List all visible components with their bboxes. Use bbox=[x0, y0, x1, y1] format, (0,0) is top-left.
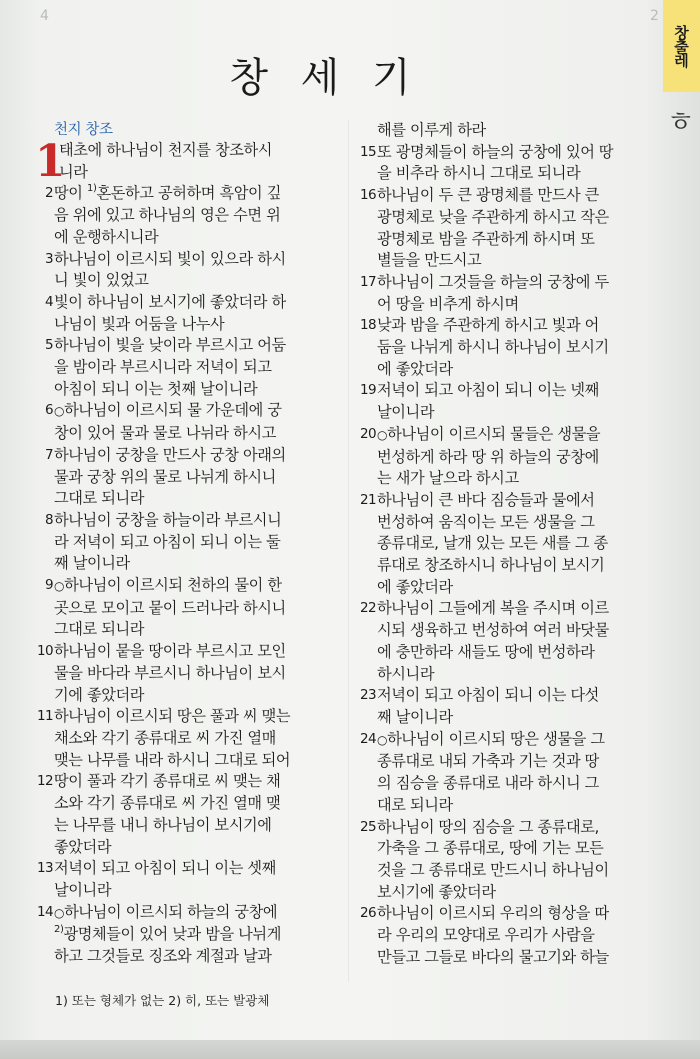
verse-line: 물과 궁창 위의 물로 나뉘게 하시니 bbox=[54, 467, 276, 486]
verse-number: 2 bbox=[45, 185, 53, 202]
verse bbox=[30, 575, 346, 641]
verse-line: 물을 바다라 부르시니 하나님이 보시 bbox=[54, 663, 286, 682]
verse-number: 17 bbox=[360, 273, 376, 290]
verse bbox=[353, 817, 657, 904]
verse bbox=[353, 729, 657, 817]
verse bbox=[353, 185, 657, 272]
verse bbox=[353, 903, 657, 968]
verse bbox=[353, 315, 657, 380]
verse-number: 15 bbox=[360, 143, 376, 160]
verse-line: 창이 있어 물과 물로 나뉘라 하시고 bbox=[54, 424, 276, 443]
verse-line: 는 나무를 내니 하나님이 보시기에 bbox=[54, 815, 272, 834]
verse-number: 26 bbox=[360, 905, 376, 922]
verse-number: 20 bbox=[360, 425, 376, 442]
verse bbox=[353, 685, 657, 728]
verse-line: 시되 생육하고 번성하여 여러 바닷물 bbox=[377, 621, 609, 640]
verse bbox=[30, 510, 346, 575]
verse-line: 곳으로 모이고 뭍이 드러나라 하시니 bbox=[54, 598, 286, 617]
verse-line: 째 날이니라 bbox=[377, 707, 453, 726]
verse bbox=[30, 292, 346, 335]
verse-line: 소와 각기 종류대로 씨 가진 열매 맺 bbox=[54, 794, 281, 813]
verse-line: 가축을 그 종류대로, 땅에 기는 모든 bbox=[377, 839, 604, 858]
verse-line: 저녁이 되고 아침이 되니 이는 셋째 bbox=[54, 859, 276, 878]
verse-number: 13 bbox=[37, 860, 53, 877]
verse-number: 12 bbox=[37, 773, 53, 790]
verse-line: 에 충만하라 새들도 땅에 번성하라 bbox=[377, 642, 595, 661]
verse-line: 니라 bbox=[59, 162, 88, 181]
verse-number: 21 bbox=[360, 491, 376, 508]
verse-line: 하나님이 이르시되 우리의 형상을 따 bbox=[377, 904, 609, 923]
bleed-through-left: 4 bbox=[40, 8, 49, 24]
verse-line: 날이니라 bbox=[54, 880, 112, 899]
verse-line: 아침이 되니 이는 첫째 날이니라 bbox=[54, 379, 258, 398]
page-bottom-edge bbox=[0, 1040, 700, 1059]
verse-line: 종류대로 내되 가축과 기는 것과 땅 bbox=[377, 752, 599, 771]
verse-number: 19 bbox=[360, 382, 376, 399]
verse-line: 하고 그것들로 징조와 계절과 날과 bbox=[54, 947, 272, 966]
verse-line: 별들을 만드시고 bbox=[377, 251, 482, 270]
verse-line: 에 좋았더라 bbox=[377, 577, 453, 596]
verse bbox=[353, 380, 657, 423]
verse-line: 맺는 나무를 내라 하시니 그대로 되어 bbox=[54, 750, 291, 769]
verse-line: 하나님이 땅의 짐승을 그 종류대로, bbox=[377, 817, 599, 836]
verse bbox=[353, 272, 657, 315]
verse-line: 땅이 $^{1)}$혼돈하고 공허하며 흑암이 깊 bbox=[54, 183, 281, 203]
verse-line: 하나님이 큰 바다 짐승들과 물에서 bbox=[377, 490, 595, 509]
verse-number: 6 bbox=[45, 402, 53, 419]
verse-number: 3 bbox=[45, 250, 53, 267]
paragraph-mark: ○ bbox=[377, 732, 388, 747]
verse-line: 빛이 하나님이 보시기에 좋았더라 하 bbox=[54, 292, 286, 311]
verse-number: 14 bbox=[37, 903, 53, 920]
verse-line: 하나님이 빛을 낮이라 부르시고 어둠 bbox=[54, 336, 286, 355]
verse-number: 25 bbox=[360, 818, 376, 835]
verse-line: 둠을 나뉘게 하시니 하나님이 보시기 bbox=[377, 338, 609, 357]
verse-number: 23 bbox=[360, 687, 376, 704]
verse-line: ○하나님이 이르시되 땅은 생물을 그 bbox=[377, 729, 605, 748]
verse bbox=[30, 706, 346, 771]
verse-line: 하나님이 두 큰 광명체를 만드사 큰 bbox=[377, 186, 599, 205]
verse-line: 태초에 하나님이 천지를 창조하시 bbox=[59, 141, 273, 159]
verse-line: 라 저녁이 되고 아침이 되니 이는 둘 bbox=[54, 532, 281, 551]
verse-line: 류대로 창조하시니 하나님이 보시기 bbox=[377, 556, 605, 575]
chapter-number: 1 bbox=[35, 136, 66, 187]
verse bbox=[30, 183, 346, 248]
verse-line: ○하나님이 이르시되 물 가운데에 궁 bbox=[54, 401, 282, 420]
column-divider bbox=[348, 120, 349, 982]
verse-number: 10 bbox=[37, 643, 53, 660]
book-index-tab[interactable]: 창출레 bbox=[663, 0, 700, 92]
verse-line: 의 짐승을 종류대로 내라 하시니 그 bbox=[377, 774, 599, 793]
verse-line: 하나님이 그것들을 하늘의 궁창에 두 bbox=[377, 272, 609, 291]
verse-line: 광명체로 밤을 주관하게 하시며 또 bbox=[377, 229, 595, 248]
verse-line: 그대로 되니라 bbox=[54, 489, 145, 508]
verse bbox=[30, 445, 346, 510]
verse-line: 하나님이 궁창을 만드사 궁창 아래의 bbox=[54, 445, 286, 464]
verse-number: 8 bbox=[45, 511, 53, 528]
verse-line: 해를 이루게 하라 bbox=[377, 121, 486, 139]
verse-line: 을 밤이라 부르시니라 저녁이 되고 bbox=[54, 358, 272, 377]
verse bbox=[30, 771, 346, 858]
verse-line: ○하나님이 이르시되 물들은 생물을 bbox=[377, 424, 601, 443]
verse-line: 번성하여 움직이는 모든 생물을 그 bbox=[377, 512, 595, 531]
verse-line: 을 비추라 하시니 그대로 되니라 bbox=[377, 164, 581, 183]
verse-line: 하나님이 그들에게 복을 주시며 이르 bbox=[377, 599, 609, 618]
verse-line: 번성하게 하라 땅 위 하늘의 궁창에 bbox=[377, 447, 599, 466]
verse bbox=[353, 142, 657, 185]
right-column bbox=[353, 120, 657, 968]
verse-line: 째 날이니라 bbox=[54, 554, 130, 573]
section-heading: 천지 창조 bbox=[54, 122, 113, 138]
verse-line: 는 새가 날으라 하시고 bbox=[377, 469, 519, 488]
verse-line: 날이니라 bbox=[377, 403, 435, 422]
verse-line: 하나님이 궁창을 하늘이라 부르시니 bbox=[54, 510, 282, 529]
verse bbox=[30, 335, 346, 400]
left-column bbox=[30, 120, 346, 968]
verse-number: 22 bbox=[360, 600, 376, 617]
verse bbox=[30, 641, 346, 706]
verse-number: 5 bbox=[45, 337, 53, 354]
verse-number: 24 bbox=[360, 730, 376, 747]
verse-line: 광명체로 낮을 주관하게 하시고 작은 bbox=[377, 207, 609, 226]
verse-line: 하나님이 뭍을 땅이라 부르시고 모인 bbox=[54, 642, 286, 661]
verse-line: 그대로 되니라 bbox=[54, 620, 145, 639]
verse-line: ○하나님이 이르시되 천하의 물이 한 bbox=[54, 576, 282, 595]
verse-line: 니 빛이 있었고 bbox=[54, 271, 149, 290]
verse-line: 낮과 밤을 주관하게 하시고 빛과 어 bbox=[377, 316, 599, 335]
verse-line: 대로 되니라 bbox=[377, 795, 453, 814]
verse-line: 하나님이 이르시되 빛이 있으라 하시 bbox=[54, 249, 286, 268]
verse-line: 또 광명체들이 하늘의 궁창에 있어 땅 bbox=[377, 142, 614, 161]
paragraph-mark: ○ bbox=[54, 404, 65, 419]
verse-line: 음 위에 있고 하나님의 영은 수면 위 bbox=[54, 206, 281, 225]
verse-line: 종류대로, 날개 있는 모든 새를 그 종 bbox=[377, 534, 608, 553]
verse-number: 9 bbox=[45, 577, 53, 594]
verse bbox=[30, 249, 346, 292]
bleed-through-right: 2 bbox=[650, 8, 659, 24]
verse-line: 하나님이 이르시되 땅은 풀과 씨 맺는 bbox=[54, 707, 291, 726]
verse-line: 에 좋았더라 bbox=[377, 359, 453, 378]
paragraph-mark: ○ bbox=[377, 427, 388, 442]
book-title: 창 세 기 bbox=[229, 55, 421, 101]
verse bbox=[30, 858, 346, 901]
verse bbox=[353, 424, 657, 490]
verse-number: 18 bbox=[360, 317, 376, 334]
verse-number: 16 bbox=[360, 187, 376, 204]
verse-line: 것을 그 종류대로 만드시니 하나님이 bbox=[377, 860, 609, 879]
verse-line: 하시니라 bbox=[377, 664, 435, 683]
verse bbox=[30, 136, 346, 187]
verse bbox=[353, 598, 657, 685]
verse-line: 만들고 그들로 바다의 물고기와 하늘 bbox=[377, 947, 609, 966]
footnote-ref[interactable]: 1) bbox=[86, 183, 97, 195]
verse-line: 저녁이 되고 아침이 되니 이는 넷째 bbox=[377, 381, 599, 400]
paragraph-mark: ○ bbox=[54, 579, 65, 594]
verse-line: 기에 좋았더라 bbox=[54, 685, 145, 704]
footnote-ref[interactable]: 2) bbox=[54, 924, 64, 936]
verse-line: 라 우리의 모양대로 우리가 사람을 bbox=[377, 926, 595, 945]
verse-line: 어 땅을 비추게 하시며 bbox=[377, 294, 519, 313]
verse-number: 7 bbox=[45, 446, 53, 463]
paragraph-mark: ○ bbox=[54, 905, 65, 920]
verse-line: ○하나님이 이르시되 하늘의 궁창에 bbox=[54, 902, 278, 921]
verse-line: 나님이 빛과 어둠을 나누사 bbox=[54, 314, 225, 333]
verse-line: 에 운행하시니라 bbox=[54, 227, 159, 246]
next-page-edge-mark: ㅎ bbox=[666, 105, 694, 138]
verse-line: 좋았더라 bbox=[54, 837, 112, 856]
verse-line: 보시기에 좋았더라 bbox=[377, 882, 496, 901]
verse-line: $^{2)}$광명체들이 있어 낮과 밤을 나뉘게 bbox=[54, 924, 281, 944]
verse bbox=[353, 490, 657, 599]
verse bbox=[30, 902, 346, 968]
verse-line: 저녁이 되고 아침이 되니 이는 다섯 bbox=[377, 686, 599, 705]
verse-line: 채소와 각기 종류대로 씨 가진 열매 bbox=[54, 728, 276, 747]
verse bbox=[353, 120, 657, 142]
verse-number: 11 bbox=[37, 708, 53, 725]
verse-line: 땅이 풀과 각기 종류대로 씨 맺는 채 bbox=[54, 772, 281, 791]
footnotes: 1) 또는 형체가 없는 2) 히, 또는 발광체 bbox=[55, 993, 270, 1008]
verse bbox=[30, 400, 346, 444]
verse-number: 4 bbox=[45, 293, 53, 310]
